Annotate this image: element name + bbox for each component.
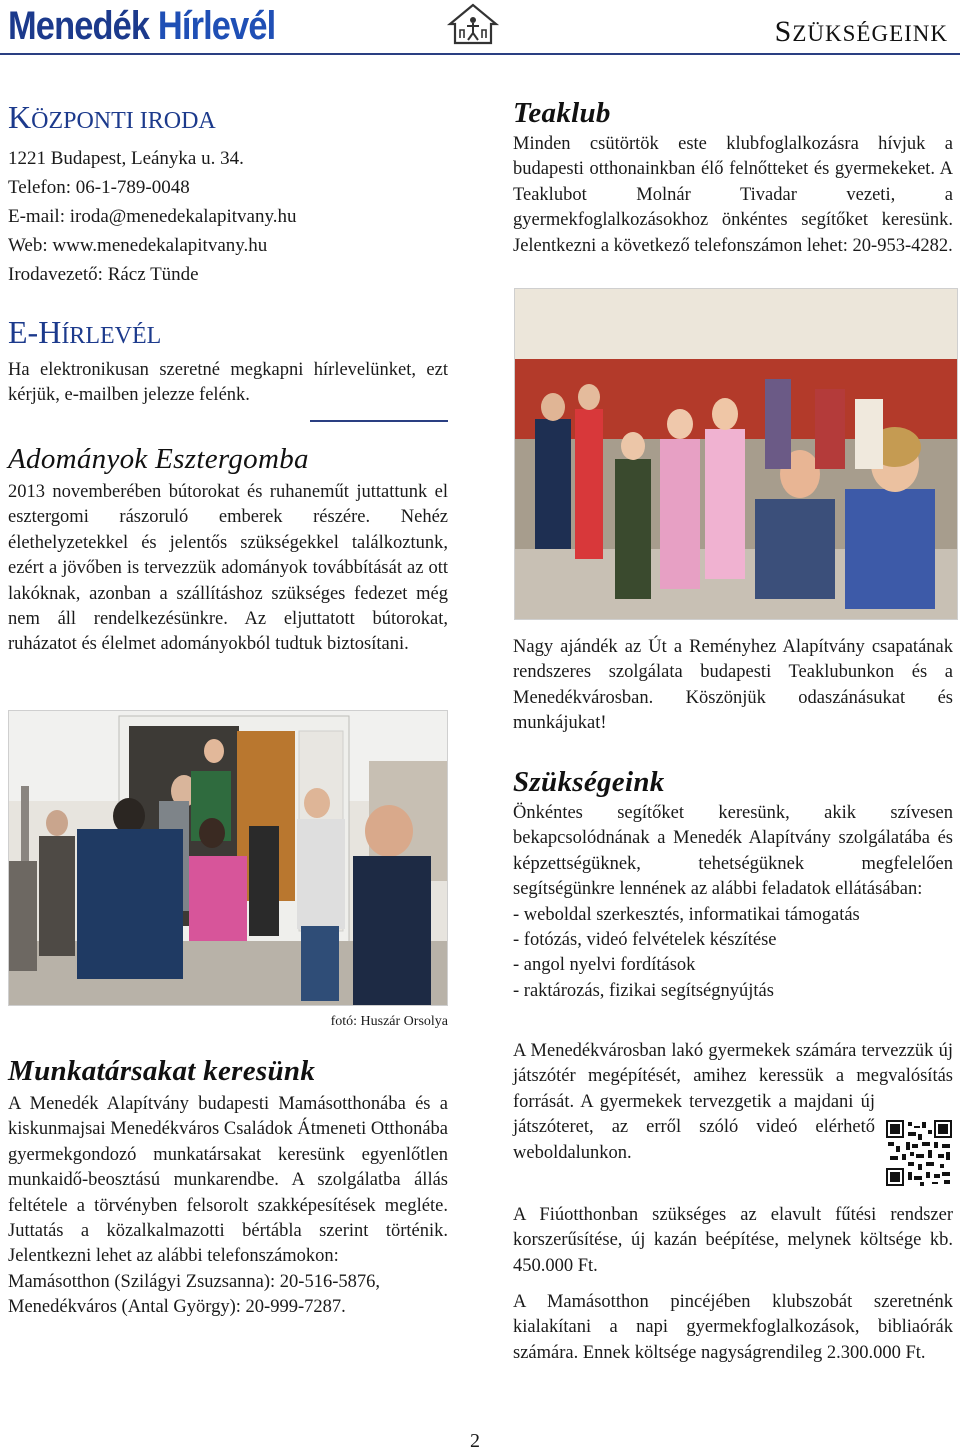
donation-photo	[8, 710, 448, 1006]
newsletter-title: Menedék Hírlevél	[8, 4, 276, 48]
office-section	[8, 98, 448, 289]
office-heading: KÖZPONTI IRODA	[8, 99, 216, 135]
playground-text: A Menedékvárosban lakó gyermekek számára tervezzük új játszótér megépítését, amihez keressük a megvalósítás forrását. A gyermekek tervezgetik a majdani új játszóteret, az erről szóló videó elérhető weboldalunkon.	[513, 1041, 953, 1163]
needs-list-item: - raktározás, fizikai segítségnyújtás	[513, 980, 774, 1001]
office-phone: Telefon: 06-1-789-0048	[8, 177, 190, 198]
staff-heading: Munkatársakat keresünk	[8, 1055, 316, 1087]
contact-line: Mamásotthon (Szilágyi Zsuzsanna): 20-516-5876,	[8, 1271, 380, 1292]
staff-section	[8, 1054, 448, 1321]
needs-list-item: - fotózás, videó felvételek készítése	[513, 930, 777, 951]
needs-section	[513, 765, 953, 1004]
teaklub-heading: Teaklub	[513, 97, 611, 129]
header-rule	[0, 53, 960, 55]
page-number: 2	[470, 1430, 480, 1452]
teaklub-caption: Nagy ajándék az Út a Reményhez Alapítvány csapatának rendszeres szolgálata budapesti Teaklubunkon és a Menedékvárosban. Köszönjük odaszánásukat és munkájukat!	[513, 637, 953, 734]
staff-text: A Menedék Alapítvány budapesti Mamásotthonába és a kiskunmajsai Menedékváros Családok Átmeneti Otthonába gyermekgondozó munkatársakat keresünk egyenlőtlen munkaidő-beosztású munkarendbe. A szolgálatba állás feltétele a törvényben felsorolt szakképesítések megléte. Juttatás a közalkalmazotti bértábla szerint történik. Jelentkezni lehet az alábbi telefonszámokon:	[8, 1094, 448, 1267]
office-web: Web: www.menedekalapitvany.hu	[8, 235, 268, 256]
teaklub-text: Minden csütörtök este klubfoglalkozásra hívjuk a budapesti otthonainkban élő felnőtteket és gyermekeket. A Teaklubot Molnár Tivadar vezeti, a gyermekfoglalkozásokhoz önkéntes segítőket keresünk. Jelentkezni a következő telefonszámon lehet: 20-953-4282.	[513, 134, 953, 256]
house-logo-icon	[446, 2, 500, 46]
donations-heading: Adományok Esztergomba	[8, 443, 309, 475]
needs-heading: Szükségeink	[513, 766, 665, 798]
teaklub-section	[513, 96, 953, 259]
office-address: 1221 Budapest, Leányka u. 34.	[8, 148, 244, 169]
separator-rule	[310, 420, 448, 422]
enewsletter-section	[8, 313, 448, 409]
boys-home-text: A Fiúotthonban szükséges az elavult fűtési rendszer korszerűsítése, új kazán beépítése, melynek költsége kb. 450.000 Ft.	[513, 1205, 953, 1276]
donations-section	[8, 442, 448, 658]
office-email: E-mail: iroda@menedekalapitvany.hu	[8, 206, 297, 227]
qr-code-icon	[886, 1120, 952, 1186]
mothers-home-text: A Mamásotthon pincéjében klubszobát szeretnénk kialakítani a napi gyermekfoglalkozások, bibliaórák számára. Ennek költsége nagyságrendileg 2.300.000 Ft.	[513, 1292, 953, 1363]
photo-credit: fotó: Huszár Orsolya	[330, 1014, 448, 1029]
boys-home-section	[513, 1203, 953, 1279]
contact-line: Menedékváros (Antal György): 20-999-7287.	[8, 1297, 346, 1318]
needs-list-item: - weboldal szerkesztés, informatikai támogatás	[513, 904, 860, 925]
needs-list-item: - angol nyelvi fordítások	[513, 955, 696, 976]
enewsletter-text: Ha elektronikusan szeretné megkapni hírlevelünket, ezt kérjük, e-mailben jelezze felénk.	[8, 360, 448, 406]
section-name: SZÜKSÉGEINK	[774, 15, 948, 48]
mothers-home-section	[513, 1290, 953, 1366]
needs-intro: Önkéntes segítőket keresünk, akik szívesen bekapcsolódnának a Menedék Alapítvány szolgálatába és képzettségüknek, tehetségüknek megfelelően segítségünkre lennének az alábbi feladatok ellátásában:	[513, 803, 953, 900]
donations-text: 2013 novemberében bútorokat és ruhaneműt juttattunk el esztergomi rászoruló emberek részére. Nehéz élethelyzetekkel és jelentős szükségekkel találkoztunk, ezért a jövőben is tervezzük adományok továbbítását az ott lakóknak, azonban a szállításhoz szükséges fedezet még nem áll rendelkezésünkre. Az eljuttatott bútorokat, ruházatot és élelmet adományokból tudtuk biztosítani.	[8, 482, 448, 655]
office-manager: Irodavezető: Rácz Tünde	[8, 264, 199, 285]
enewsletter-heading: E-HÍRLEVÉL	[8, 314, 162, 350]
teaklub-photo	[514, 288, 958, 620]
teaklub-caption-section	[513, 635, 953, 737]
